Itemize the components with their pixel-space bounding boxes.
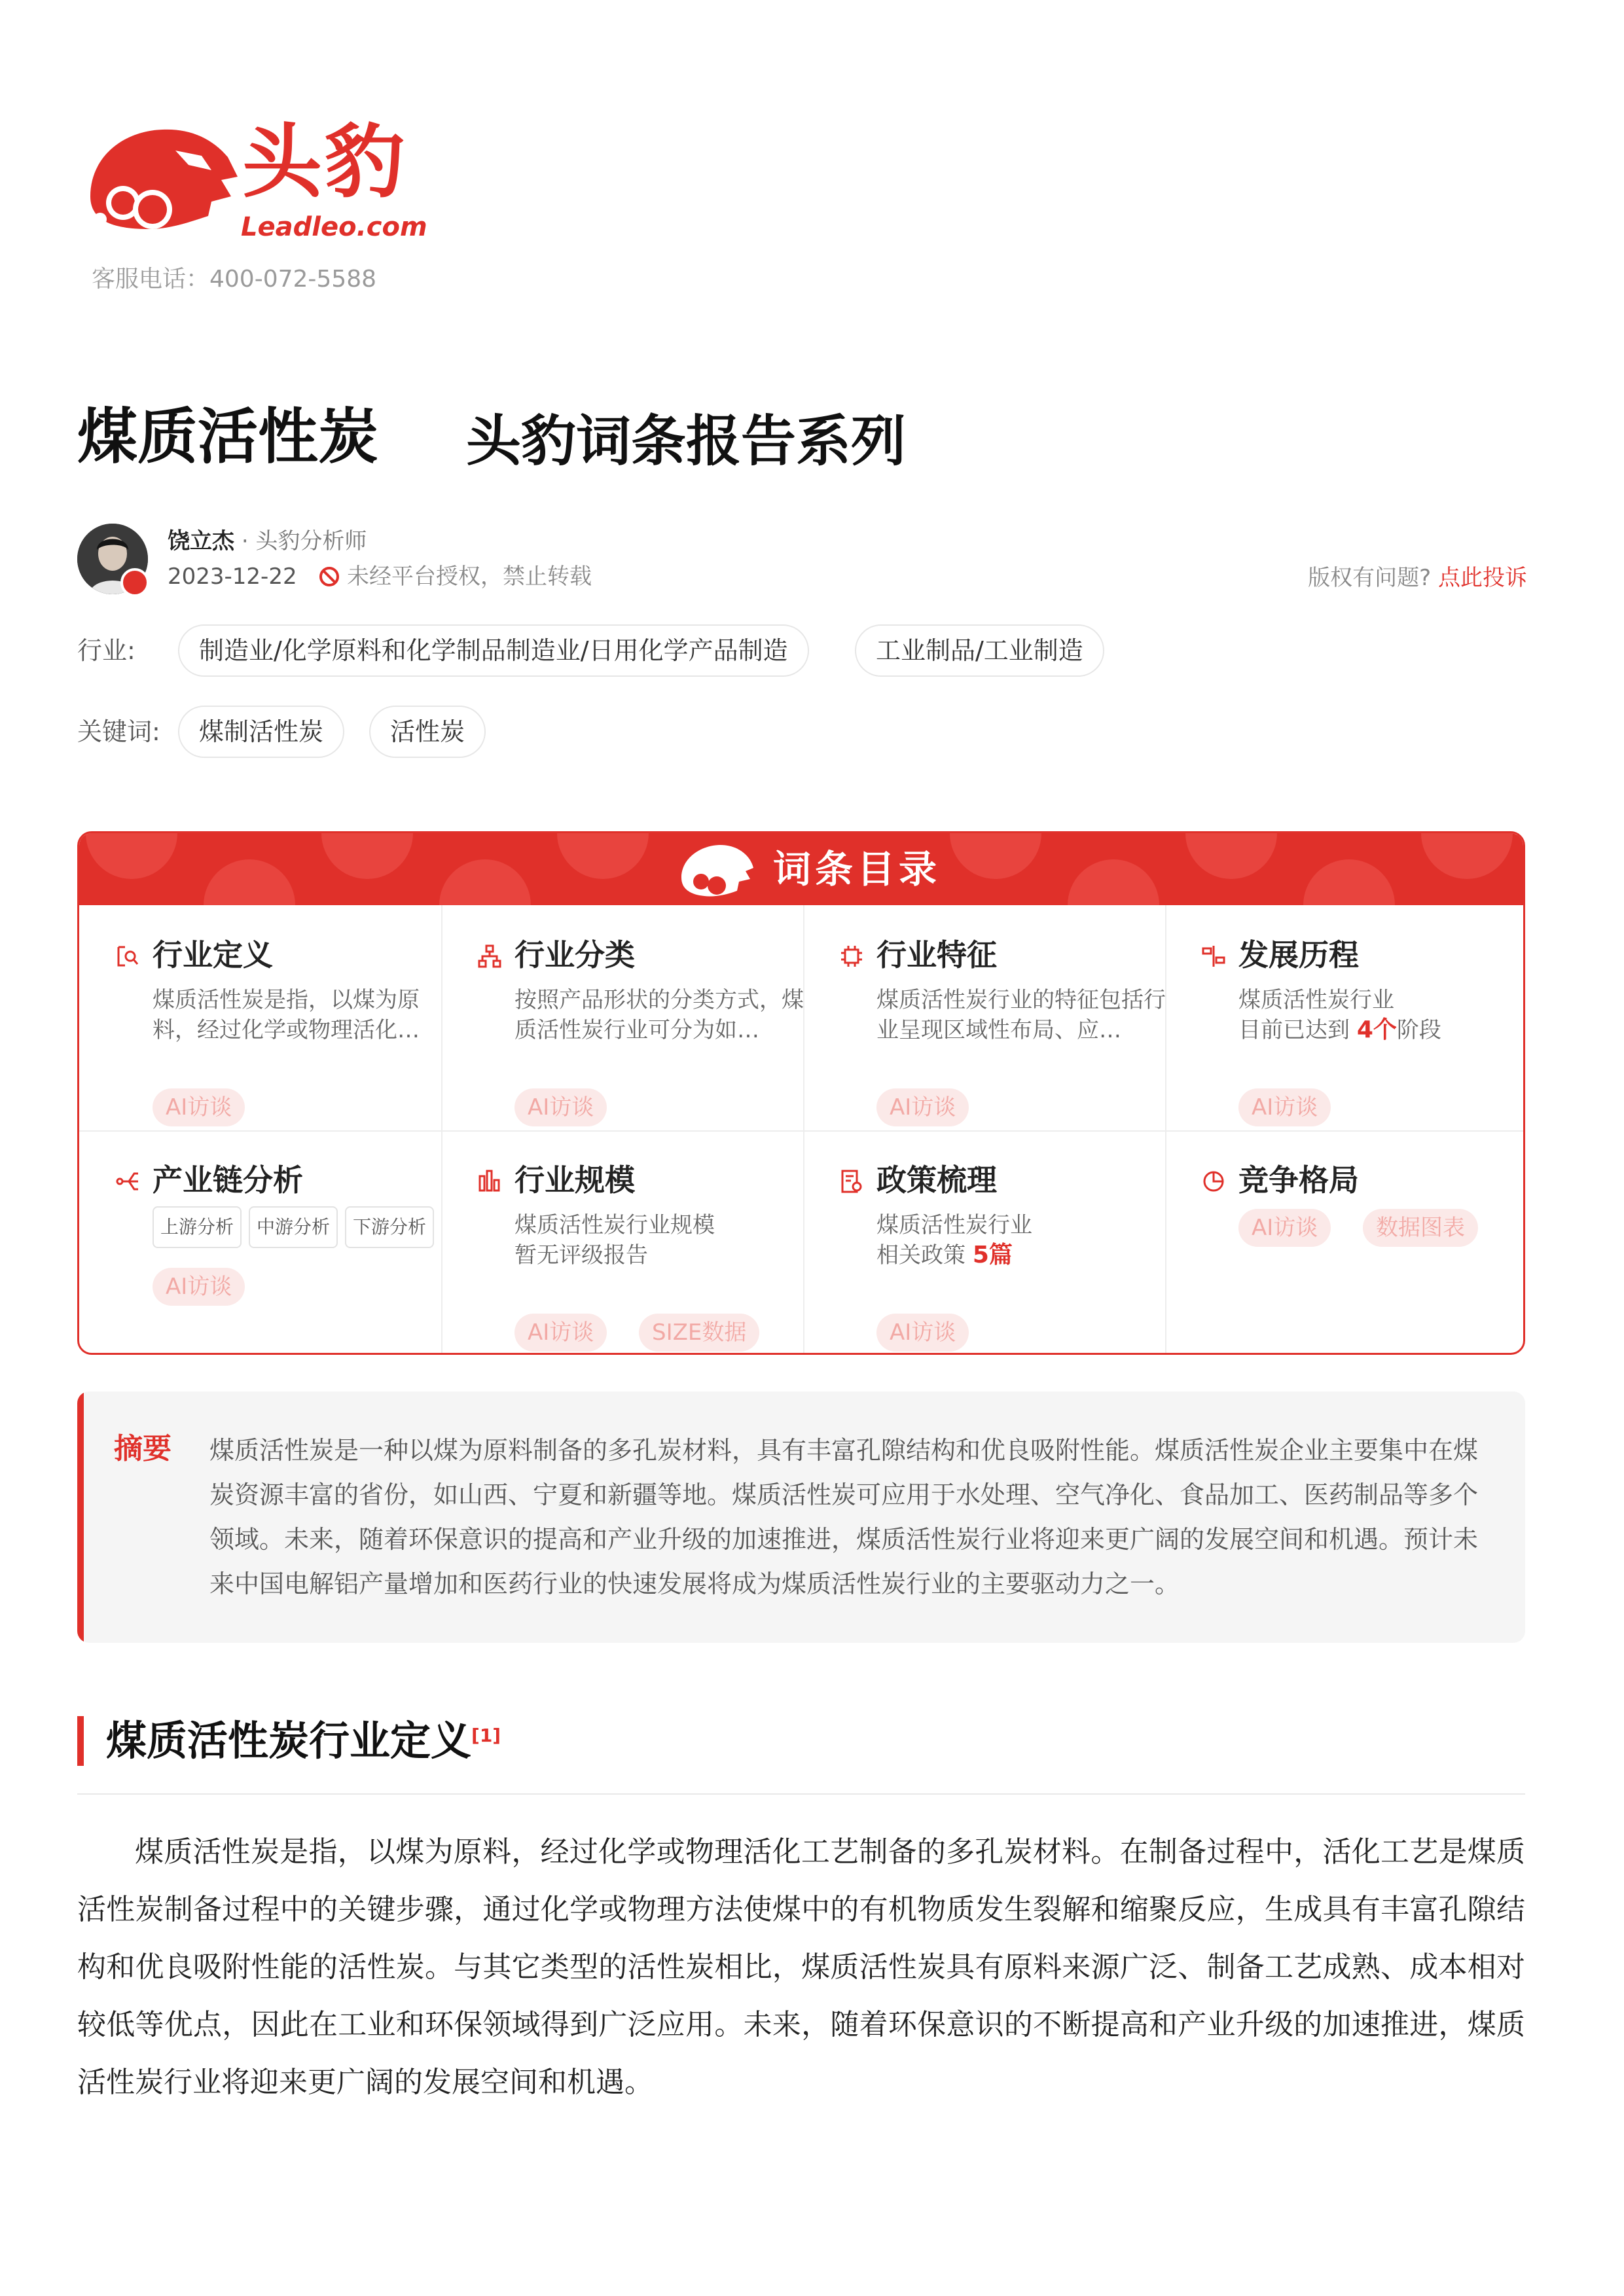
upstream-chip[interactable]: 上游分析 [153, 1206, 242, 1248]
stage-count: 4个 [1356, 1016, 1397, 1043]
keywords-label: 关键词: [77, 717, 160, 746]
section-title: 煤质活性炭行业定义 [106, 1717, 472, 1765]
history-text-end: 阶段 [1396, 1017, 1441, 1043]
ai-interview-pill[interactable]: AI访谈 [514, 1088, 607, 1126]
cell-title[interactable]: 产业链分析 [153, 1162, 303, 1198]
forbidden-icon [318, 565, 340, 588]
service-hotline: 客服电话：400-072-5588 [92, 266, 377, 293]
cell-summary: 煤质活性炭行业规模 暂无评级报告 [514, 1212, 715, 1268]
keyword-tag[interactable]: 活性炭 [369, 706, 486, 758]
publish-date: 2023-12-22 [168, 564, 297, 590]
cell-title[interactable]: 行业分类 [514, 937, 635, 973]
ai-interview-pill[interactable]: AI访谈 [1238, 1088, 1331, 1126]
policy-count: 5篇 [972, 1242, 1013, 1268]
cell-title[interactable]: 行业定义 [153, 937, 273, 973]
policy-text: 煤质活性炭行业 相关政策 [876, 1212, 1032, 1268]
cell-title[interactable]: 行业特征 [876, 937, 997, 973]
summary-label: 摘要 [114, 1432, 171, 1465]
hierarchy-icon [478, 944, 501, 968]
copyright-question: 版权有问题? [1308, 565, 1432, 591]
verified-badge-icon [120, 568, 149, 597]
cell-summary: 煤质活性炭是指，以煤为原料，经过化学或物理活化… [153, 987, 420, 1043]
midstream-chip[interactable]: 中游分析 [249, 1206, 338, 1248]
cell-summary: 煤质活性炭行业的特征包括行业呈现区域性布局、应… [876, 987, 1166, 1043]
section-divider [77, 1793, 1525, 1795]
chip-icon [840, 944, 863, 968]
ai-interview-pill[interactable]: AI访谈 [876, 1088, 969, 1126]
keyword-tag[interactable]: 煤制活性炭 [178, 706, 344, 758]
no-repost-notice: 未经平台授权，禁止转载 [347, 564, 592, 590]
grid-divider [79, 1130, 1523, 1132]
report-series: 头豹词条报告系列 [466, 409, 907, 473]
history-text: 煤质活性炭行业 目前已达到 [1238, 987, 1394, 1043]
directory-header [79, 833, 1523, 905]
search-doc-icon [116, 944, 139, 968]
directory-title: 词条目录 [773, 847, 941, 891]
author-name[interactable]: 饶立杰 [168, 528, 234, 554]
ai-interview-pill[interactable]: AI访谈 [876, 1314, 969, 1352]
complaint-link[interactable]: 点此投诉 [1438, 565, 1527, 591]
section-accent-bar [77, 1716, 84, 1766]
chain-icon [116, 1170, 139, 1193]
section-body: 煤质活性炭是指，以煤为原料，经过化学或物理活化工艺制备的多孔炭材料。在制备过程中，活化工艺是煤质活性炭制备过程中的关键步骤，通过化学或物理方法使煤中的有机物质发生裂解和缩聚反应，生成具有丰富孔隙结构和优良吸附性能的活性炭。与其它类型的活性炭相比，煤质活性炭具有原料来源广泛、制备工艺成熟、成本相对较低等优点，因此在工业和环保领域得到广泛应用。未来，随着环保意识的不断提高和产业升级的加速推进，煤质活性炭行业将迎来更广阔的发展空间和机遇。 [77, 1835, 1525, 2099]
size-data-pill[interactable]: SIZE数据 [639, 1314, 759, 1352]
directory-card [77, 831, 1525, 1355]
ai-interview-pill[interactable]: AI访谈 [1238, 1209, 1331, 1247]
cell-summary [876, 1210, 1178, 1270]
author-role: · 头豹分析师 [241, 528, 367, 554]
downstream-chip[interactable]: 下游分析 [345, 1206, 434, 1248]
summary-box [77, 1391, 1525, 1643]
policy-doc-icon [840, 1170, 863, 1193]
cell-title[interactable]: 发展历程 [1238, 937, 1359, 973]
brand-domain[interactable]: Leadleo.com [241, 212, 427, 242]
cell-title[interactable]: 行业规模 [514, 1162, 635, 1198]
cell-summary [1238, 985, 1525, 1045]
cell-summary: 按照产品形状的分类方式，煤质活性炭行业可分为如… [514, 987, 804, 1043]
summary-text: 煤质活性炭是一种以煤为原料制备的多孔炭材料，具有丰富孔隙结构和优良吸附性能。煤质活性炭企业主要集中在煤炭资源丰富的省份，如山西、宁夏和新疆等地。煤质活性炭可应用于水处理、空气净化、食品加工、医药制品等多个领域。未来，随着环保意识的提高和产业升级的加速推进，煤质活性炭行业将迎来更广阔的发展空间和机遇。预计未来中国电解铝产量增加和医药行业的快速发展将成为煤质活性炭行业的主要驱动力之一。 [209, 1436, 1479, 1598]
brand-name: 头豹 [242, 116, 407, 209]
pie-chart-icon [1202, 1170, 1225, 1193]
data-chart-pill[interactable]: 数据图表 [1363, 1209, 1478, 1247]
cell-title[interactable]: 政策梳理 [876, 1162, 997, 1198]
industry-tag[interactable]: 制造业/化学原料和化学制品制造业/日用化学产品制造 [178, 624, 809, 677]
report-title: 煤质活性炭 [77, 402, 379, 472]
ai-interview-pill[interactable]: AI访谈 [153, 1088, 245, 1126]
reference-link[interactable]: [1] [471, 1725, 501, 1746]
timeline-icon [1202, 944, 1225, 968]
industry-tag[interactable]: 工业制品/工业制造 [855, 624, 1104, 677]
bar-chart-icon [478, 1170, 501, 1193]
leopard-icon [675, 838, 760, 904]
summary-accent-bar [77, 1391, 84, 1643]
cell-title[interactable]: 竞争格局 [1238, 1162, 1359, 1198]
ai-interview-pill[interactable]: AI访谈 [153, 1268, 245, 1306]
industry-label: 行业: [77, 636, 135, 665]
ai-interview-pill[interactable]: AI访谈 [514, 1314, 607, 1352]
